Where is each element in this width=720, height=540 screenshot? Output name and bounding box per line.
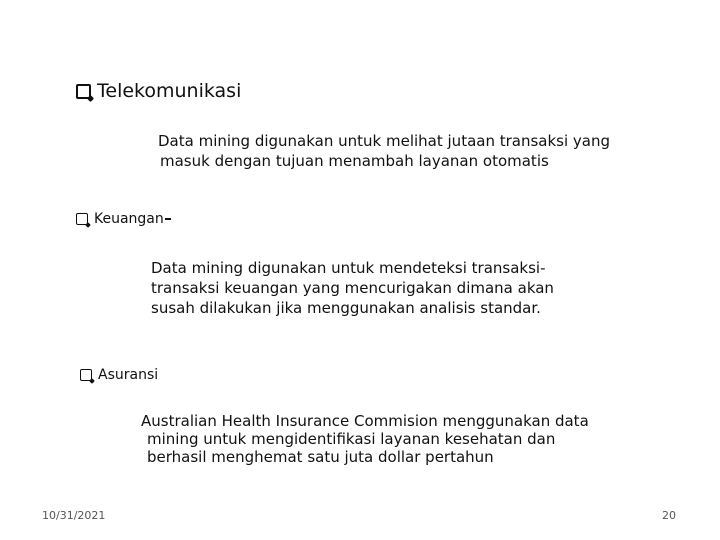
section-heading: Keuangan: [94, 211, 164, 227]
body-line: mining untuk mengidentifikasi layanan kesehatan dan: [147, 430, 556, 448]
section-body-asuransi: [141, 412, 589, 466]
checkbox-bullet-icon: [76, 213, 88, 225]
body-line: Data mining digunakan untuk melihat jutaan transaksi yang: [158, 132, 611, 150]
body-line: berhasil menghemat satu juta dollar pertahun: [147, 448, 494, 466]
page-number: 20: [662, 509, 676, 522]
section-heading: Asuransi: [98, 367, 159, 383]
section-body-keuangan: [151, 258, 554, 318]
checkbox-bullet-icon: [80, 369, 92, 381]
bullet-asuransi: [80, 367, 158, 383]
body-line: masuk dengan tujuan menambah layanan otomatis: [160, 152, 549, 170]
checkbox-bullet-icon: [76, 84, 91, 99]
body-line: Australian Health Insurance Commision menggunakan data: [141, 412, 589, 430]
body-line: susah dilakukan jika menggunakan analisis standar.: [151, 299, 541, 317]
section-body-telekomunikasi: [158, 131, 610, 171]
body-line: Data mining digunakan untuk mendeteksi transaksi-: [151, 259, 546, 277]
bullet-keuangan: [76, 211, 171, 227]
body-line: transaksi keuangan yang mencurigakan dimana akan: [151, 279, 554, 297]
footer-date: 10/31/2021: [42, 509, 106, 522]
section-heading: Telekomunikasi: [97, 80, 242, 102]
bullet-telekomunikasi: [76, 80, 241, 102]
cursor-underline-mark: [165, 218, 171, 220]
